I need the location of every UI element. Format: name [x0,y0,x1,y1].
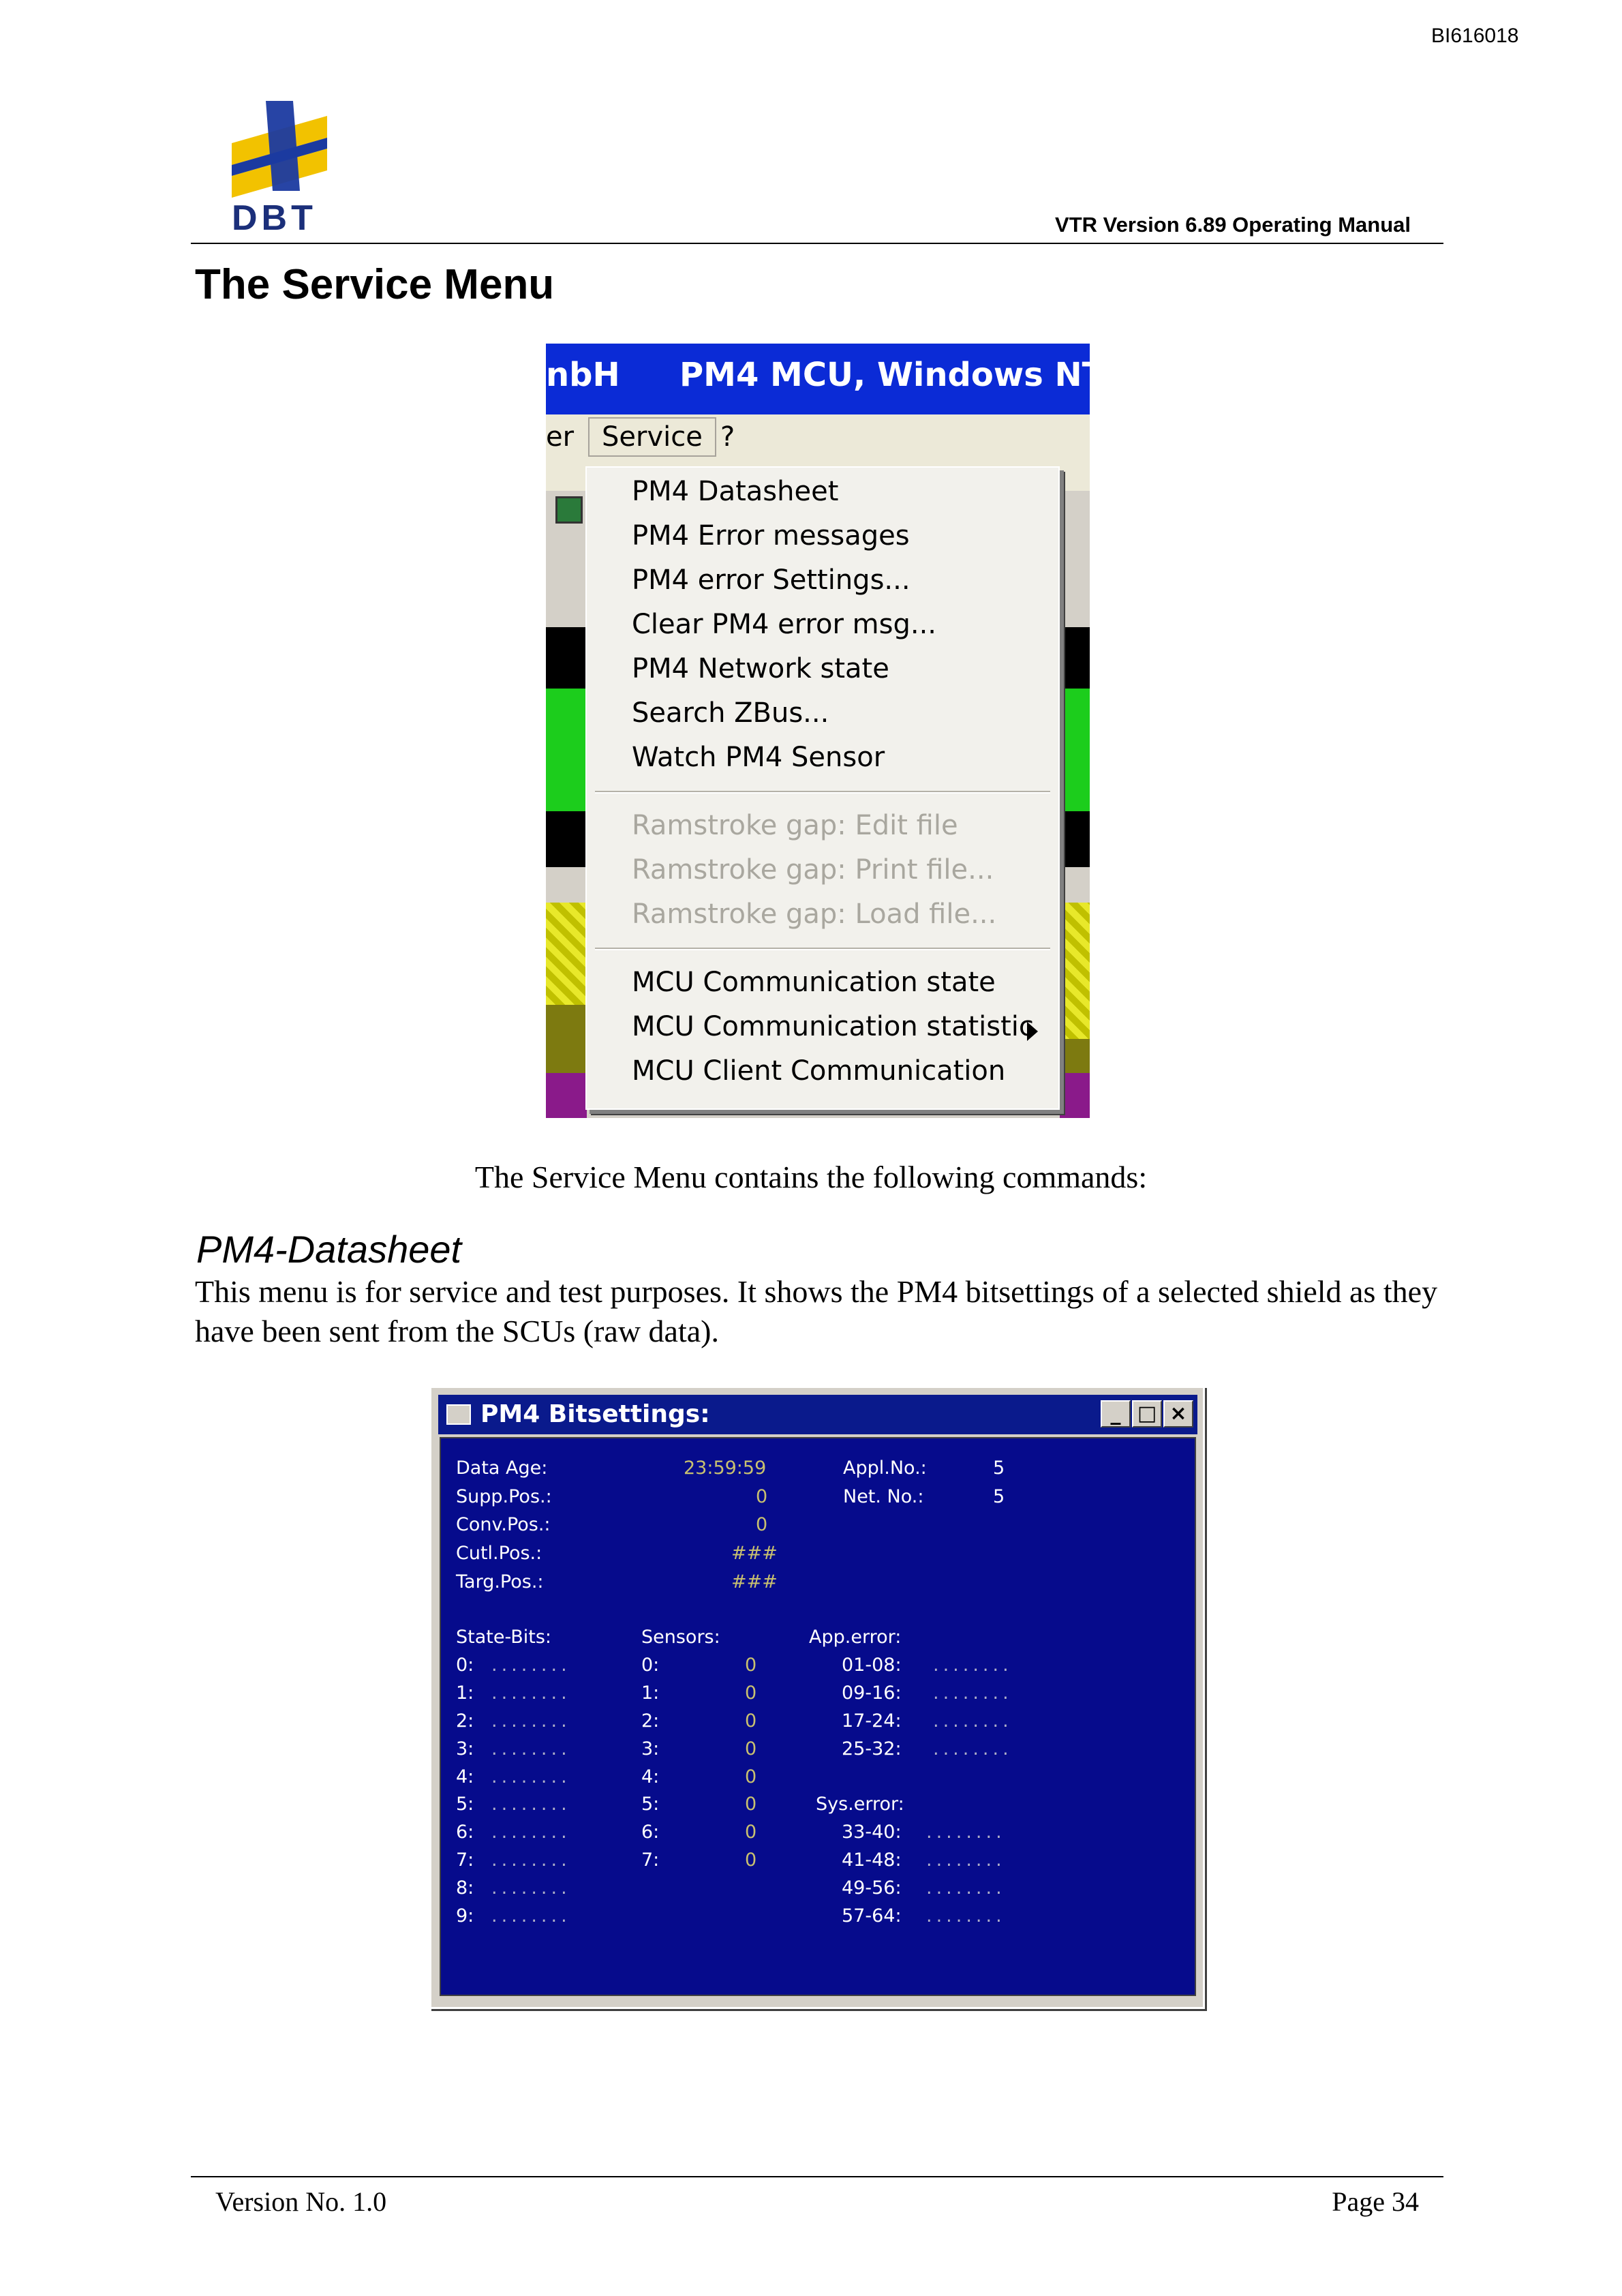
info-label: Targ.Pos.: [456,1571,544,1592]
menu-item-service[interactable]: Service [588,417,716,457]
sensor-value: 0 [745,1710,757,1732]
sensor-index: 0: [641,1655,660,1676]
menu-mcu-comm-state[interactable]: MCU Communication state [632,967,996,998]
info-label: Cutl.Pos.: [456,1543,542,1564]
menu-search-zbus[interactable]: Search ZBus... [632,697,829,729]
menu-pm4-datasheet[interactable]: PM4 Datasheet [632,476,839,507]
sys-error-range: 41-48: [842,1849,902,1871]
state-bit-dots: ........ [491,1655,571,1676]
title-fragment-left: nbH [546,356,620,394]
app-titlebar [546,344,1142,414]
bitsettings-client [440,1437,1196,1996]
menu-ramstroke-print: Ramstroke gap: Print file... [632,854,994,886]
sys-error-range: 33-40: [842,1822,902,1843]
state-bit-dots: ........ [491,1738,571,1759]
state-bit-index: 8: [456,1877,474,1899]
menu-watch-pm4-sensor[interactable]: Watch PM4 Sensor [632,742,885,773]
menu-pm4-error-settings[interactable]: PM4 error Settings... [632,564,911,596]
submenu-arrow-icon [1027,1022,1038,1041]
menu-separator [595,791,1050,794]
app-error-dots: ........ [933,1738,1013,1759]
header-divider [191,243,1443,244]
sensor-index: 4: [641,1766,660,1787]
sensor-value: 0 [745,1794,757,1815]
menu-mcu-comm-statistic[interactable]: MCU Communication statistic [632,1011,1034,1042]
net-no-label: Net. No.: [843,1486,924,1507]
state-bit-dots: ........ [491,1682,571,1704]
sensor-index: 7: [641,1849,660,1871]
bitsettings-window [429,1386,1205,2009]
sensors-header: Sensors: [641,1627,720,1648]
state-bit-dots: ........ [491,1849,571,1871]
app-error-header: App.error: [809,1627,902,1648]
menu-pm4-network-state[interactable]: PM4 Network state [632,653,889,684]
app-error-range: 25-32: [842,1738,902,1759]
info-label: Supp.Pos.: [456,1486,552,1507]
info-value: ### [731,1571,778,1592]
state-bit-index: 0: [456,1655,474,1676]
state-bit-index: 3: [456,1738,474,1759]
menu-pm4-error-messages[interactable]: PM4 Error messages [632,520,910,552]
toolbar-icon [546,491,587,529]
state-bit-dots: ........ [491,1794,571,1815]
menu-item-help[interactable]: ? [720,421,735,453]
appl-no-label: Appl.No.: [843,1457,927,1479]
info-value: ### [731,1543,778,1564]
footer-page-number: Page 34 [1332,2186,1419,2217]
sensor-index: 3: [641,1738,660,1759]
bitsettings-title: PM4 Bitsettings: [480,1400,710,1428]
info-label: Conv.Pos.: [456,1514,551,1535]
section-title: The Service Menu [195,261,555,308]
sys-error-range: 49-56: [842,1877,902,1899]
sensor-value: 0 [745,1655,757,1676]
state-bit-dots: ........ [491,1877,571,1899]
sys-error-range: 57-64: [842,1905,902,1927]
state-bit-index: 7: [456,1849,474,1871]
app-error-range: 01-08: [842,1655,902,1676]
service-menu-screenshot [546,344,1142,1118]
sensor-value: 0 [745,1738,757,1759]
state-bit-index: 2: [456,1710,474,1732]
sensor-value: 0 [745,1766,757,1787]
state-bit-index: 1: [456,1682,474,1704]
sys-error-header: Sys.error: [816,1794,904,1815]
app-error-dots: ........ [933,1682,1013,1704]
sensor-value: 0 [745,1822,757,1843]
sys-error-dots: ........ [926,1849,1006,1871]
menu-item-prev[interactable]: er [546,421,575,453]
app-error-range: 17-24: [842,1710,902,1732]
menu-ramstroke-edit: Ramstroke gap: Edit file [632,810,958,841]
state-bit-dots: ........ [491,1905,571,1927]
sensor-value: 0 [745,1849,757,1871]
sensor-index: 2: [641,1710,660,1732]
maximize-button[interactable]: □ [1132,1400,1162,1428]
bitsettings-titlebar [438,1395,1197,1434]
sys-error-dots: ........ [926,1905,1006,1927]
state-bit-index: 4: [456,1766,474,1787]
state-bit-dots: ........ [491,1766,571,1787]
info-value: 0 [756,1486,768,1507]
app-error-dots: ........ [933,1655,1013,1676]
sensor-value: 0 [745,1682,757,1704]
info-value: 23:59:59 [684,1457,767,1479]
footer-divider [191,2176,1443,2177]
info-label: Data Age: [456,1457,548,1479]
net-no-value: 5 [993,1486,1005,1507]
menu-ramstroke-load: Ramstroke gap: Load file... [632,898,997,930]
app-error-range: 09-16: [842,1682,902,1704]
appl-no-value: 5 [993,1457,1005,1479]
state-bit-dots: ........ [491,1822,571,1843]
state-bit-dots: ........ [491,1710,571,1732]
sys-error-dots: ........ [926,1822,1006,1843]
state-bit-index: 5: [456,1794,474,1815]
menu-bar [546,414,1090,466]
menu-separator [595,948,1050,950]
toolbar-strip [546,466,587,494]
sensor-index: 5: [641,1794,660,1815]
state-bit-index: 9: [456,1905,474,1927]
sensor-index: 6: [641,1822,660,1843]
menu-clear-pm4-error[interactable]: Clear PM4 error msg... [632,609,937,640]
figure-caption: The Service Menu contains the following commands: [474,1160,1148,1194]
info-value: 0 [756,1514,768,1535]
subheading: PM4-Datasheet [196,1228,462,1271]
footer-version: Version No. 1.0 [215,2186,387,2217]
manual-title: VTR Version 6.89 Operating Manual [1055,213,1411,237]
sensor-index: 1: [641,1682,660,1704]
description-paragraph: This menu is for service and test purposes. It shows the PM4 bitsettings of a selected shield as they have been sent from the SCUs (raw data). [195,1274,1438,1348]
service-dropdown [585,466,1060,1110]
window-icon [446,1404,471,1425]
window-title: PM4 MCU, Windows NT V [679,356,1142,394]
state-bit-index: 6: [456,1822,474,1843]
state-bits-header: State-Bits: [456,1627,552,1648]
sys-error-dots: ........ [926,1877,1006,1899]
app-error-dots: ........ [933,1710,1013,1732]
document-id: BI616018 [1431,25,1519,47]
close-button[interactable]: × [1163,1400,1193,1428]
minimize-button[interactable]: _ [1101,1400,1131,1428]
logo-text: DBT [232,198,317,238]
menu-mcu-client-comm[interactable]: MCU Client Communication [632,1055,1006,1087]
